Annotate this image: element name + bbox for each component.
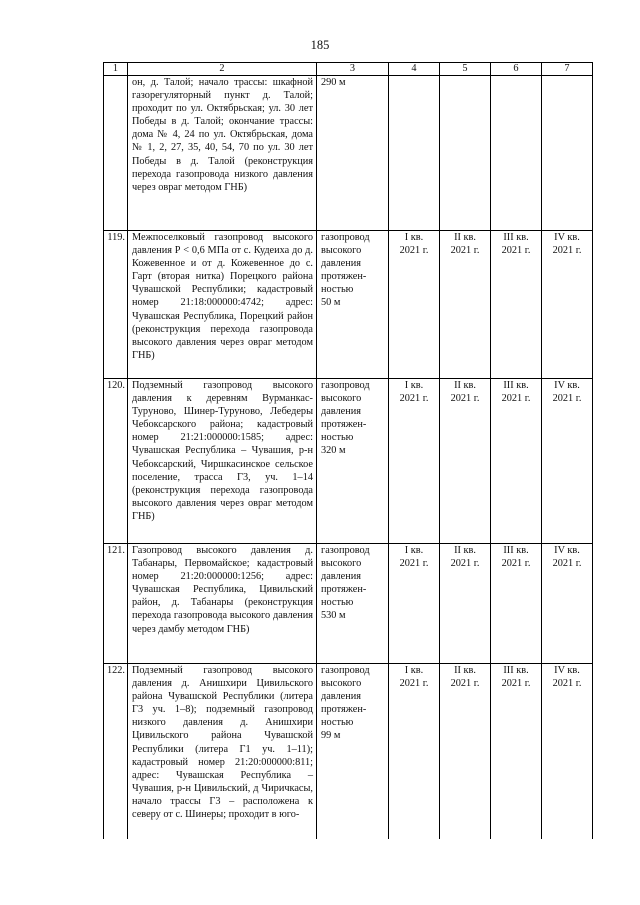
quarter-2: II кв. 2021 г. <box>440 231 491 379</box>
object-description: Межпоселковый газопровод высокого давления Р < 0,6 МПа от с. Кудеиха до д. Кожевенное и от д. Кожевенное до с. Гарт (вторая нитка) Порецкого района Чувашской Республики; кадастровый номер 21:18:000000:4742; адрес: Чувашская Республика, Порецкий район (реконструкция перехода газопровода высокого давления через овраг методом ГНБ) <box>128 231 317 379</box>
column-number: 4 <box>389 63 440 76</box>
column-number-header-row <box>104 63 593 76</box>
table-row <box>104 664 593 839</box>
quarter-1: I кв. 2021 г. <box>389 379 440 544</box>
object-description: Подземный газопровод высокого давления д. Анишхири Цивильского района Чувашской Республики (литера Г3 уч. 1–8); подземный газопровод низкого давления д. Анишхири Цивильского района Чувашской Республики (литера Г1 уч. 1–11); кадастровый номер 21:20:000000:811; адрес: Чувашская Республика – Чувашия, р-н Цивильский, д Чиричкасы, начало трассы Г3 – расположена к северу от с. Шинеры; проходит в юго- <box>128 664 317 839</box>
quarter-3 <box>491 76 542 231</box>
object-type: газопровод высокого давления протяжен- ностью 50 м <box>317 231 389 379</box>
object-type: 290 м <box>317 76 389 231</box>
column-number: 6 <box>491 63 542 76</box>
row-number: 122. <box>104 664 128 839</box>
quarter-3: III кв. 2021 г. <box>491 664 542 839</box>
object-description: Подземный газопровод высокого давления к деревням Вурманкас-Туруново, Шинер-Туруново, Лебедеры Чебоксарского района; кадастровый номер 21:21:000000:1585; адрес: Чувашская Республика – Чувашия, р-н Чебоксарский, Чиршкасинское сельское поселение, трасса Г3, уч. 1–14 (реконструкция перехода газопровода высокого давления через овраг методом ГНБ) <box>128 379 317 544</box>
column-number: 7 <box>542 63 593 76</box>
row-number <box>104 76 128 231</box>
object-type: газопровод высокого давления протяжен- ностью 530 м <box>317 544 389 664</box>
quarter-4: IV кв. 2021 г. <box>542 231 593 379</box>
quarter-1 <box>389 76 440 231</box>
quarter-2: II кв. 2021 г. <box>440 379 491 544</box>
column-number: 3 <box>317 63 389 76</box>
object-type: газопровод высокого давления протяжен- ностью 320 м <box>317 379 389 544</box>
table-row <box>104 544 593 664</box>
table-row <box>104 379 593 544</box>
quarter-4: IV кв. 2021 г. <box>542 379 593 544</box>
object-type: газопровод высокого давления протяжен- ностью 99 м <box>317 664 389 839</box>
table-row <box>104 231 593 379</box>
table-row <box>104 76 593 231</box>
quarter-1: I кв. 2021 г. <box>389 544 440 664</box>
quarter-1: I кв. 2021 г. <box>389 231 440 379</box>
column-number: 2 <box>128 63 317 76</box>
row-number: 119. <box>104 231 128 379</box>
quarter-4 <box>542 76 593 231</box>
quarter-4: IV кв. 2021 г. <box>542 664 593 839</box>
quarter-3: III кв. 2021 г. <box>491 231 542 379</box>
object-description: Газопровод высокого давления д. Табанары, Первомайское; кадастровый номер 21:20:000000:1256; адрес: Чувашская Республика, Цивильский район, д. Табанары (реконструкция перехода газопровода высокого давления через дамбу методом ГНБ) <box>128 544 317 664</box>
row-number: 121. <box>104 544 128 664</box>
schedule-table <box>103 62 593 839</box>
quarter-2: II кв. 2021 г. <box>440 544 491 664</box>
object-description: он, д. Талой; начало трассы: шкафной газорегуляторный пункт д. Талой; проходит по ул. Октябрьская; ул. 30 лет Победы в д. Талой; окончание трассы: дома № 4, 24 по ул. Октябрьская, дома № 1, 2, 27, 35, 40, 54, 70 по ул. 30 лет Победы в д. Талой (реконструкция перехода газопровода низкого давления через овраг методом ГНБ) <box>128 76 317 231</box>
quarter-2: II кв. 2021 г. <box>440 664 491 839</box>
row-number: 120. <box>104 379 128 544</box>
quarter-2 <box>440 76 491 231</box>
quarter-4: IV кв. 2021 г. <box>542 544 593 664</box>
column-number: 1 <box>104 63 128 76</box>
page-number: 185 <box>310 38 330 52</box>
quarter-3: III кв. 2021 г. <box>491 544 542 664</box>
quarter-1: I кв. 2021 г. <box>389 664 440 839</box>
quarter-3: III кв. 2021 г. <box>491 379 542 544</box>
column-number: 5 <box>440 63 491 76</box>
